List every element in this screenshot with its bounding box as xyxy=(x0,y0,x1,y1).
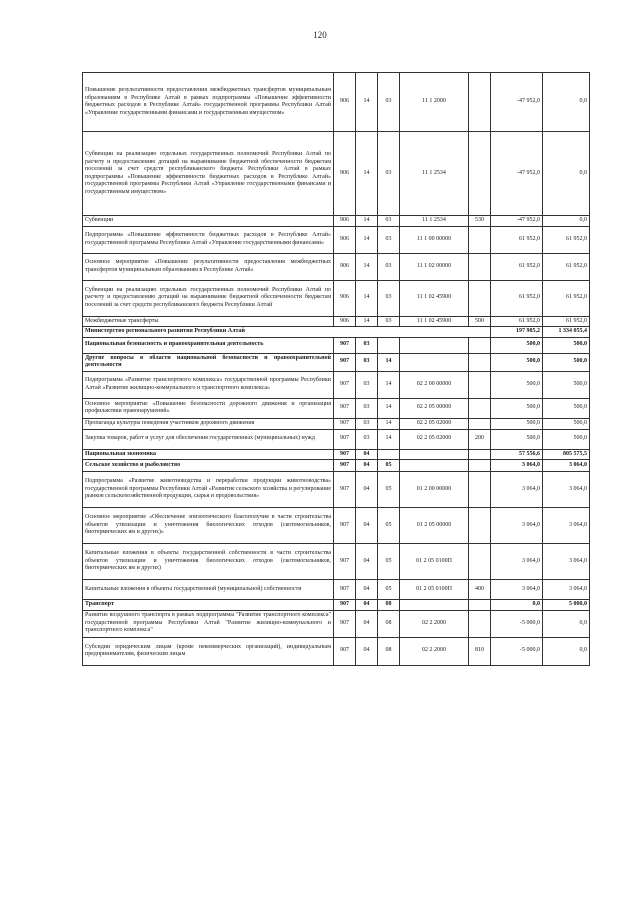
row-section: 04 xyxy=(356,544,378,580)
row-subsection: 03 xyxy=(378,132,400,216)
row-name: Повышение результативности предоставления межбюджетных трансфертов муниципальным образованиям в Республике Алтай в рамках подпрограммы «Повышение эффективности бюджетных расходов в Республике Алтай» государственной программы Республики Алтай «Управление государственными финансами и государственным имуществом» xyxy=(83,73,334,132)
row-sum-1: -47 952,0 xyxy=(491,132,543,216)
row-name: Субвенции xyxy=(83,216,334,227)
budget-table xyxy=(82,72,590,666)
row-name: Министерство регионального развития Республики Алтай xyxy=(83,327,491,338)
table-row xyxy=(83,418,590,429)
row-sum-1: 3 064,0 xyxy=(491,580,543,600)
row-expense-type xyxy=(469,226,491,253)
row-section: 03 xyxy=(356,353,378,371)
row-target-article xyxy=(400,460,469,472)
row-subsection xyxy=(378,337,400,353)
row-ministry-code: 907 xyxy=(334,429,356,449)
row-expense-type: 400 xyxy=(469,580,491,600)
row-subsection: 08 xyxy=(378,600,400,611)
row-name: Капитальные вложения в объекты государственной (муниципальной) собственности xyxy=(83,580,334,600)
row-name: Субвенции на реализацию отдельных государственных полномочий Республики Алтай по расчету и предоставлению дотаций на выравнивание бюджетной обеспеченности бюджетам поселений за счет средств республиканского бюджета Республики Алтай xyxy=(83,280,334,316)
row-ministry-code: 907 xyxy=(334,472,356,508)
row-expense-type: 200 xyxy=(469,429,491,449)
table-row xyxy=(83,337,590,353)
row-subsection: 03 xyxy=(378,73,400,132)
row-section: 04 xyxy=(356,610,378,637)
row-sum-2: 0,0 xyxy=(543,132,590,216)
row-sum-1: 500,0 xyxy=(491,418,543,429)
row-section: 04 xyxy=(356,460,378,472)
row-section: 04 xyxy=(356,580,378,600)
table-row xyxy=(83,580,590,600)
row-section: 14 xyxy=(356,216,378,227)
table-row xyxy=(83,216,590,227)
row-ministry-code: 906 xyxy=(334,216,356,227)
row-subsection: 14 xyxy=(378,418,400,429)
table-row xyxy=(83,316,590,327)
row-expense-type xyxy=(469,472,491,508)
row-name: Основное мероприятие «Обеспечение эпизоотического благополучия в части строительства объектов утилизации и уничтожения биологических отходов (скотомогильников, биотермических ям и других)» xyxy=(83,508,334,544)
row-sum-1: -5 000,0 xyxy=(491,637,543,665)
row-sum-1: 500,0 xyxy=(491,353,543,371)
table-row xyxy=(83,610,590,637)
row-expense-type xyxy=(469,353,491,371)
row-ministry-code: 906 xyxy=(334,316,356,327)
row-section: 14 xyxy=(356,316,378,327)
row-subsection: 05 xyxy=(378,472,400,508)
table-row xyxy=(83,371,590,398)
row-sum-2: 3 064,0 xyxy=(543,460,590,472)
row-subsection: 14 xyxy=(378,398,400,418)
row-subsection: 03 xyxy=(378,226,400,253)
row-sum-2: 0,0 xyxy=(543,610,590,637)
table-row xyxy=(83,460,590,472)
row-sum-2: 500,0 xyxy=(543,353,590,371)
table-row xyxy=(83,280,590,316)
row-name: Основное мероприятие «Повышение безопасности дорожного движения и организация профилактики правонарушений» xyxy=(83,398,334,418)
row-ministry-code: 907 xyxy=(334,460,356,472)
row-sum-2: 61 952,0 xyxy=(543,316,590,327)
row-sum-1: 500,0 xyxy=(491,337,543,353)
row-ministry-code: 906 xyxy=(334,280,356,316)
row-target-article: 11 1 00 00000 xyxy=(400,226,469,253)
row-sum-1: 57 556,6 xyxy=(491,449,543,460)
row-subsection: 03 xyxy=(378,216,400,227)
row-section: 14 xyxy=(356,132,378,216)
row-ministry-code: 907 xyxy=(334,544,356,580)
row-target-article: 11 1 2534 xyxy=(400,216,469,227)
row-expense-type xyxy=(469,544,491,580)
row-target-article: 02 2 05 02000 xyxy=(400,429,469,449)
row-subsection: 08 xyxy=(378,637,400,665)
row-sum-2: 0,0 xyxy=(543,216,590,227)
row-section: 04 xyxy=(356,508,378,544)
row-section: 14 xyxy=(356,253,378,280)
row-sum-2: 0,0 xyxy=(543,637,590,665)
row-section: 14 xyxy=(356,226,378,253)
row-target-article: 02 2 05 02000 xyxy=(400,418,469,429)
row-target-article: 02 2 05 00000 xyxy=(400,398,469,418)
row-expense-type xyxy=(469,449,491,460)
row-ministry-code: 907 xyxy=(334,580,356,600)
row-target-article: 11 1 02 00000 xyxy=(400,253,469,280)
row-target-article xyxy=(400,353,469,371)
table-row xyxy=(83,449,590,460)
row-subsection: 05 xyxy=(378,460,400,472)
row-expense-type xyxy=(469,600,491,611)
row-ministry-code: 907 xyxy=(334,337,356,353)
row-sum-1: 3 064,0 xyxy=(491,460,543,472)
row-sum-2: 500,0 xyxy=(543,418,590,429)
row-sum-1: -47 952,0 xyxy=(491,73,543,132)
row-sum-1: 61 952,0 xyxy=(491,316,543,327)
row-sum-2: 3 064,0 xyxy=(543,472,590,508)
row-target-article xyxy=(400,600,469,611)
row-ministry-code: 906 xyxy=(334,73,356,132)
table-row xyxy=(83,429,590,449)
row-target-article: 01 2 00 00000 xyxy=(400,472,469,508)
row-ministry-code: 907 xyxy=(334,600,356,611)
row-ministry-code: 907 xyxy=(334,508,356,544)
row-section: 04 xyxy=(356,472,378,508)
row-sum-2: 500,0 xyxy=(543,371,590,398)
row-name: Основное мероприятие «Повышение результативности предоставления межбюджетных трансфертов муниципальным образованиям в Республике Алтай» xyxy=(83,253,334,280)
row-sum-1: 3 064,0 xyxy=(491,472,543,508)
row-name: Транспорт xyxy=(83,600,334,611)
row-name: Другие вопросы в области национальной безопасности и правоохранительной деятельности xyxy=(83,353,334,371)
row-ministry-code: 907 xyxy=(334,353,356,371)
row-ministry-code: 906 xyxy=(334,226,356,253)
table-row xyxy=(83,508,590,544)
row-target-article: 11 1 02 45900 xyxy=(400,316,469,327)
row-name: Подпрограмма «Повышение эффективности бюджетных расходов в Республике Алтай» государственной программы Республики Алтай «Управление государственными финансами» xyxy=(83,226,334,253)
row-name: Субсидии юридическим лицам (кроме некоммерческих организаций), индивидуальным предпринимателям, физическим лицам xyxy=(83,637,334,665)
row-ministry-code: 907 xyxy=(334,418,356,429)
row-sum-2: 805 575,5 xyxy=(543,449,590,460)
table-row xyxy=(83,73,590,132)
row-sum-1: 197 985,2 xyxy=(491,327,543,338)
row-name: Подпрограмма «Развитие животноводства и переработки продукции животноводства» государственной программы Республики Алтай «Развитие сельского хозяйства и регулирование рынков сельскохозяйственной продукции, сырья и продовольствия» xyxy=(83,472,334,508)
row-target-article: 11 1 02 45900 xyxy=(400,280,469,316)
row-subsection: 14 xyxy=(378,371,400,398)
row-expense-type xyxy=(469,508,491,544)
row-subsection: 05 xyxy=(378,508,400,544)
row-name: Подпрограмма «Развитие транспортного комплекса» государственной программы Республики Алтай «Развитие жилищно-коммунального и транспортного комплекса» xyxy=(83,371,334,398)
row-ministry-code: 907 xyxy=(334,449,356,460)
row-subsection xyxy=(378,449,400,460)
row-sum-1: 3 064,0 xyxy=(491,508,543,544)
row-name: Пропаганда культуры поведения участников дорожного движения xyxy=(83,418,334,429)
table-row xyxy=(83,472,590,508)
row-expense-type xyxy=(469,398,491,418)
row-target-article: 02 2 00 00000 xyxy=(400,371,469,398)
row-section: 04 xyxy=(356,637,378,665)
table-row xyxy=(83,353,590,371)
row-ministry-code: 906 xyxy=(334,253,356,280)
row-expense-type xyxy=(469,280,491,316)
row-name: Закупка товаров, работ и услуг для обеспечения государственных (муниципальных) нужд xyxy=(83,429,334,449)
row-section: 03 xyxy=(356,337,378,353)
row-sum-2: 0,0 xyxy=(543,73,590,132)
row-section: 14 xyxy=(356,280,378,316)
table-row xyxy=(83,226,590,253)
row-sum-1: 500,0 xyxy=(491,371,543,398)
row-sum-2: 3 064,0 xyxy=(543,544,590,580)
row-subsection: 08 xyxy=(378,610,400,637)
row-ministry-code: 907 xyxy=(334,371,356,398)
row-expense-type: 530 xyxy=(469,216,491,227)
row-sum-2: 1 334 055,4 xyxy=(543,327,590,338)
row-name: Капитальные вложения в объекты государственной собственности в части строительства объектов утилизации и уничтожения биологических отходов (скотомогильников, биотермических ям и других) xyxy=(83,544,334,580)
table-row xyxy=(83,253,590,280)
table-row xyxy=(83,398,590,418)
row-ministry-code: 907 xyxy=(334,398,356,418)
row-name: Субвенции на реализацию отдельных государственных полномочий Республики Алтай по расчету и предоставлению дотаций на выравнивание бюджетной обеспеченности бюджетам поселений за счет средств республиканского бюджета Республики Алтай в рамках подпрограммы «Повышение эффективности бюджетных расходов в Республике Алтай» государственной программы Республики Алтай «Управление государственными финансами и государственным имуществом» xyxy=(83,132,334,216)
row-target-article: 11 1 2534 xyxy=(400,132,469,216)
row-section: 04 xyxy=(356,600,378,611)
row-sum-2: 3 064,0 xyxy=(543,508,590,544)
row-section: 14 xyxy=(356,73,378,132)
row-sum-1: 0,0 xyxy=(491,600,543,611)
row-expense-type xyxy=(469,337,491,353)
row-sum-2: 61 952,0 xyxy=(543,226,590,253)
row-target-article: 01 2 05 00000 xyxy=(400,508,469,544)
row-sum-1: -47 952,0 xyxy=(491,216,543,227)
row-name: Межбюджетные трансферты xyxy=(83,316,334,327)
table-row xyxy=(83,132,590,216)
row-target-article: 02 2 2000 xyxy=(400,637,469,665)
row-expense-type xyxy=(469,73,491,132)
row-section: 03 xyxy=(356,429,378,449)
row-sum-2: 61 952,0 xyxy=(543,280,590,316)
table-row xyxy=(83,637,590,665)
row-subsection: 03 xyxy=(378,316,400,327)
row-subsection: 14 xyxy=(378,353,400,371)
row-sum-1: -5 000,0 xyxy=(491,610,543,637)
row-sum-1: 3 064,0 xyxy=(491,544,543,580)
row-subsection: 03 xyxy=(378,280,400,316)
row-expense-type xyxy=(469,253,491,280)
row-name: Сельское хозяйство и рыболовство xyxy=(83,460,334,472)
row-expense-type xyxy=(469,418,491,429)
row-target-article xyxy=(400,449,469,460)
row-expense-type xyxy=(469,610,491,637)
row-sum-1: 61 952,0 xyxy=(491,226,543,253)
row-sum-1: 500,0 xyxy=(491,429,543,449)
row-expense-type: 500 xyxy=(469,316,491,327)
row-ministry-code: 907 xyxy=(334,637,356,665)
table-row xyxy=(83,327,590,338)
row-subsection: 05 xyxy=(378,544,400,580)
row-expense-type xyxy=(469,460,491,472)
table-row xyxy=(83,544,590,580)
row-target-article: 01 2 05 0100П xyxy=(400,580,469,600)
row-name: Национальная экономика xyxy=(83,449,334,460)
row-sum-2: 500,0 xyxy=(543,429,590,449)
row-target-article: 02 2 2000 xyxy=(400,610,469,637)
table-row xyxy=(83,600,590,611)
row-name: Развитие воздушного транспорта в рамках подпрограммы "Развитие транспортного комплекса" государственной программы Республики Алтай "Развитие жилищно-коммунального и транспортного комплекса" xyxy=(83,610,334,637)
row-sum-2: 61 952,0 xyxy=(543,253,590,280)
row-sum-2: 500,0 xyxy=(543,398,590,418)
row-expense-type: 810 xyxy=(469,637,491,665)
row-target-article xyxy=(400,337,469,353)
row-ministry-code: 907 xyxy=(334,610,356,637)
row-section: 03 xyxy=(356,418,378,429)
row-ministry-code: 906 xyxy=(334,132,356,216)
row-subsection: 14 xyxy=(378,429,400,449)
row-expense-type xyxy=(469,132,491,216)
row-expense-type xyxy=(469,371,491,398)
row-sum-1: 61 952,0 xyxy=(491,253,543,280)
row-name: Национальная безопасность и правоохранительная деятельность xyxy=(83,337,334,353)
row-sum-2: 5 000,0 xyxy=(543,600,590,611)
row-sum-1: 500,0 xyxy=(491,398,543,418)
row-section: 03 xyxy=(356,398,378,418)
row-subsection: 03 xyxy=(378,253,400,280)
row-subsection: 05 xyxy=(378,580,400,600)
row-section: 04 xyxy=(356,449,378,460)
page-number: 120 xyxy=(313,30,327,40)
row-sum-2: 500,0 xyxy=(543,337,590,353)
row-sum-2: 3 064,0 xyxy=(543,580,590,600)
row-target-article: 01 2 05 0100П xyxy=(400,544,469,580)
row-section: 03 xyxy=(356,371,378,398)
row-target-article: 11 1 2000 xyxy=(400,73,469,132)
row-sum-1: 61 952,0 xyxy=(491,280,543,316)
